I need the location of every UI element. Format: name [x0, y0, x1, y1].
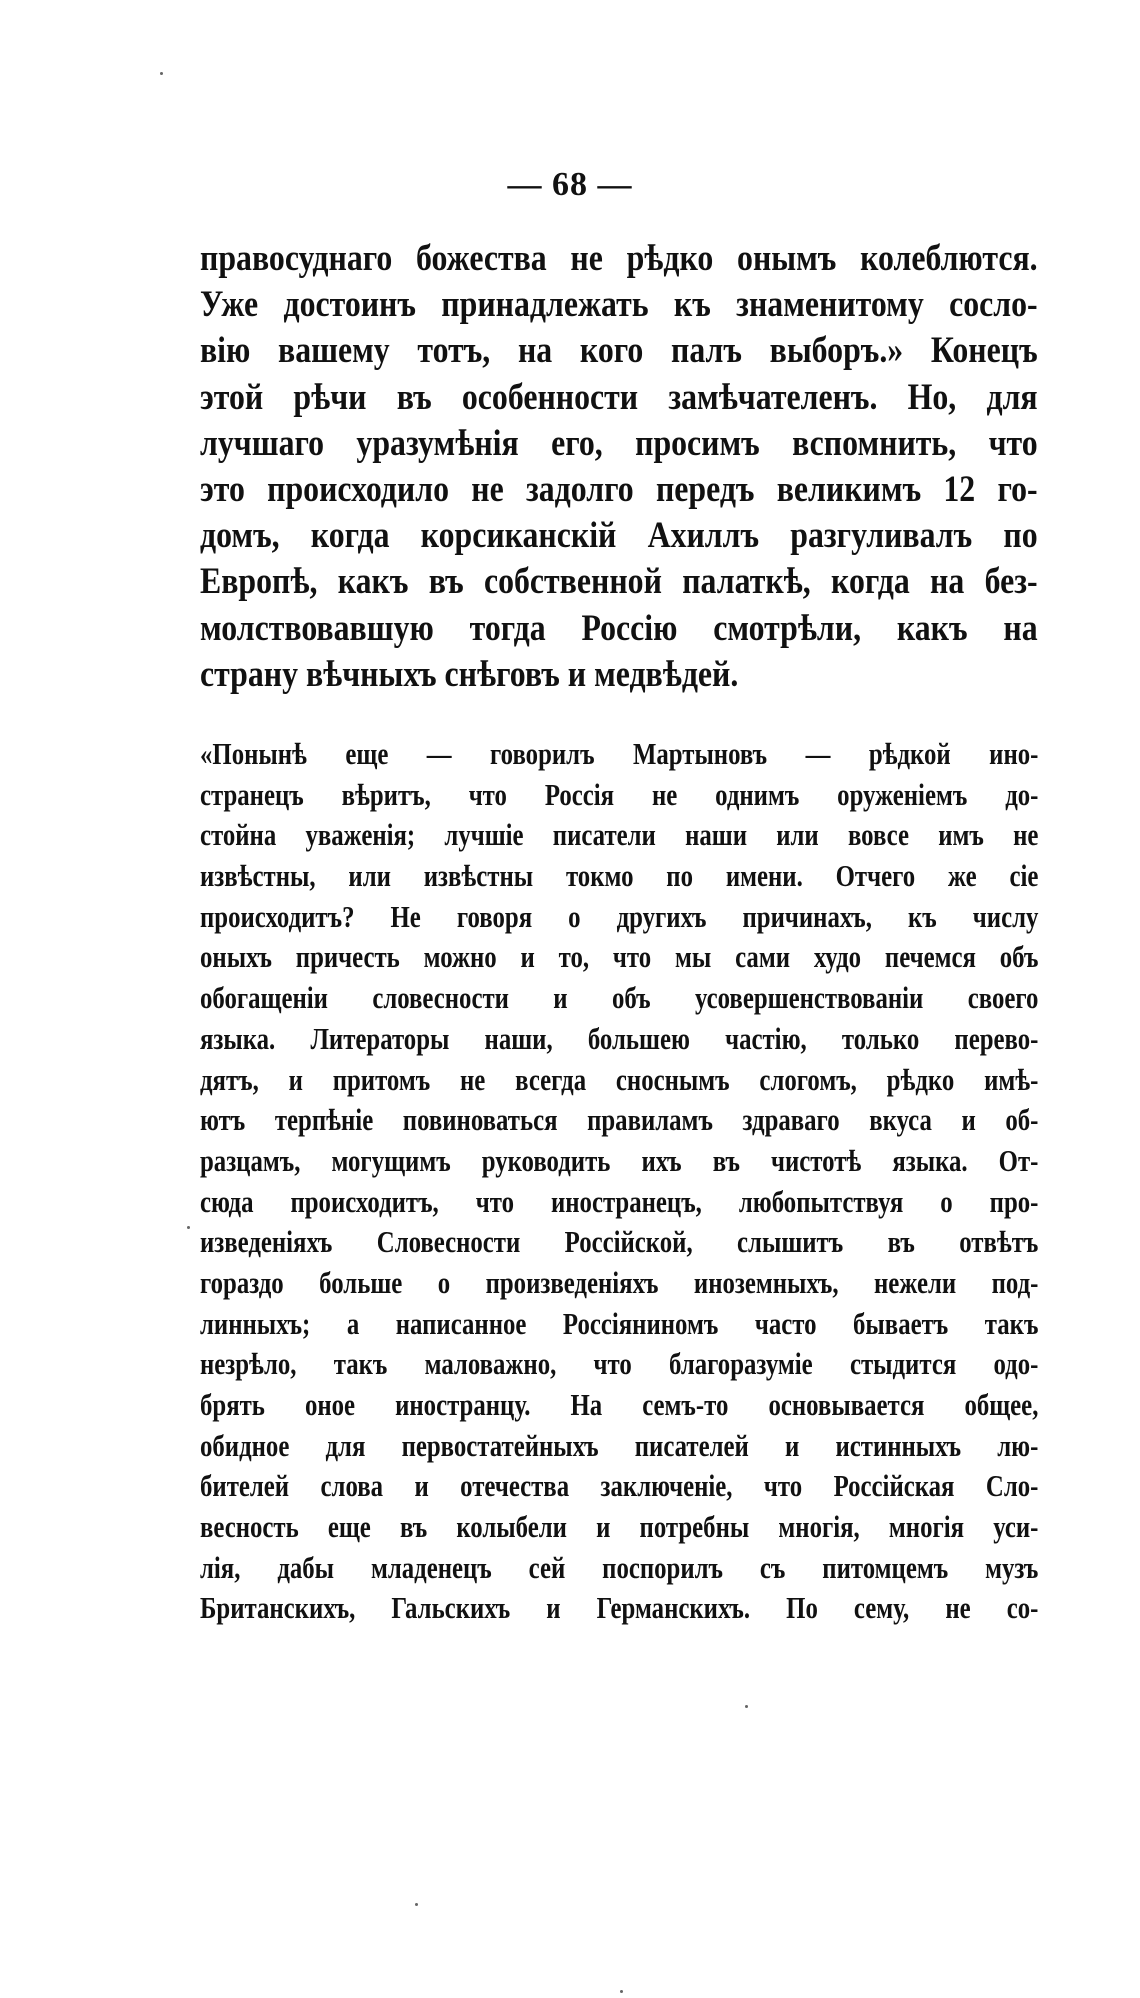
text-line: домъ, когда корсиканскій Ахиллъ разгуливалъ по [200, 515, 1038, 557]
text-line: странецъ вѣритъ, что Россія не однимъ оруженіемъ до- [200, 776, 1039, 812]
text-line: стойна уваженія; лучшіе писатели наши или вовсе имъ не [200, 817, 1039, 853]
text-line: линныхъ; а написанное Россіяниномъ часто бываетъ такъ [200, 1305, 1039, 1341]
text-line: Европѣ, какъ въ собственной палаткѣ, когда на без- [200, 561, 1038, 603]
scan-speck [620, 1990, 623, 1993]
text-line: обидное для первостатейныхъ писателей и истинныхъ лю- [200, 1427, 1039, 1463]
text-line: гораздо больше о произведеніяхъ иноземныхъ, нежели под- [200, 1264, 1039, 1300]
paragraph-quote [200, 734, 1038, 1629]
text-line: разцамъ, могущимъ руководить ихъ въ чистотѣ языка. От- [200, 1142, 1039, 1178]
text-line: ютъ терпѣніе повиноваться правиламъ здраваго вкуса и об- [200, 1102, 1039, 1138]
text-line: бителей слова и отечества заключеніе, что Россійская Сло- [200, 1468, 1039, 1504]
text-line: «Понынѣ еще — говорилъ Мартыновъ — рѣдкой ино- [200, 736, 1039, 771]
scan-speck [160, 72, 163, 75]
text-line: обогащеніи словесности и объ усовершенствованіи своего [200, 980, 1039, 1016]
text-line: страну вѣчныхъ снѣговъ и медвѣдей. [200, 653, 739, 695]
scan-speck [415, 1903, 418, 1906]
text-line: Британскихъ, Гальскихъ и Германскихъ. По сему, не со- [200, 1590, 1039, 1626]
scan-speck [745, 1705, 748, 1708]
text-line: это происходило не задолго передъ великимъ 12 го- [200, 468, 1038, 510]
scan-speck [187, 1226, 190, 1229]
text-line: лучшаго уразумѣнія его, просимъ вспомнить, что [200, 422, 1038, 464]
text-line: правосуднаго божества не рѣдко онымъ колеблются. [200, 238, 1038, 279]
text-line: оныхъ причесть можно и то, что мы сами худо печемся объ [200, 939, 1039, 975]
text-line: незрѣло, такъ маловажно, что благоразуміе стыдится одо- [200, 1346, 1039, 1382]
page-number: — 68 — [507, 166, 633, 203]
paragraph-main [200, 236, 1038, 698]
text-line: происходитъ? Не говоря о другихъ причинахъ, къ числу [200, 898, 1039, 934]
text-line: Уже достоинъ принадлежать къ знаменитому сосло- [200, 284, 1038, 326]
text-line: этой рѣчи въ особенности замѣчателенъ. Но, для [200, 376, 1038, 418]
text-line: сюда происходитъ, что иностранецъ, любопытствуя о про- [200, 1183, 1039, 1219]
text-line: брять оное иностранцу. На семъ-то основывается общее, [200, 1387, 1039, 1422]
text-line: вію вашему тотъ, на кого палъ выборъ.» Конецъ [200, 330, 1038, 372]
text-line: молствовавшую тогда Россію смотрѣли, какъ на [200, 607, 1038, 649]
text-line: языка. Литераторы наши, большею частію, только перево- [200, 1020, 1039, 1056]
text-line: лія, дабы младенецъ сей поспорилъ съ питомцемъ музъ [200, 1549, 1039, 1585]
text-line: дятъ, и притомъ не всегда сноснымъ слогомъ, рѣдко имѣ- [200, 1061, 1039, 1097]
text-line: извѣстны, или извѣстны токмо по имени. Отчего же сіе [200, 858, 1039, 894]
text-line: изведеніяхъ Словесности Россійской, слышитъ въ отвѣтъ [200, 1224, 1039, 1260]
text-line: весность еще въ колыбели и потребны многія, многія уси- [200, 1509, 1039, 1545]
